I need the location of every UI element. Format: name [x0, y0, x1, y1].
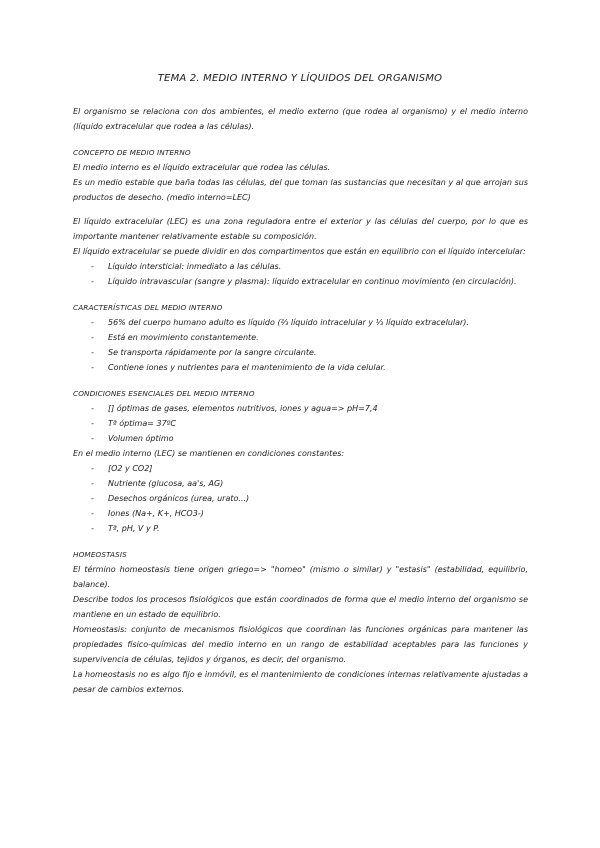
paragraph: Homeostasis: conjunto de mecanismos fisiológicos que coordinan las funciones orgánicas para mantener las propiedades físico-químicas del medio interno en un rango de estabilidad aceptables para las funciones y supervivencia de células, tejidos y órganos, es decir, del organismo. — [73, 625, 528, 664]
paragraph: En el medio interno (LEC) se mantienen en condiciones constantes: — [73, 449, 345, 458]
intro-paragraph: El organismo se relaciona con dos ambientes, el medio externo (que rodea al organismo) y el medio interno (líquido extracelular que rodea a las células). — [73, 107, 528, 131]
section-heading-condiciones: CONDICIONES ESENCIALES DEL MEDIO INTERNO — [73, 389, 255, 398]
list-item: - [] óptimas de gases, elementos nutritivos, iones y agua=> pH=7,4 — [73, 401, 528, 416]
list-item: - Contiene iones y nutrientes para el mantenimiento de la vida celular. — [73, 360, 528, 375]
paragraph: El líquido extracelular (LEC) es una zona reguladora entre el exterior y las células del cuerpo, por lo que es importante mantener relativamente estable su composición. — [73, 217, 528, 241]
bullet-list — [73, 259, 528, 289]
list-item: - Iones (Na+, K+, HCO3-) — [73, 506, 528, 521]
paragraph: El medio interno es el líquido extracelular que rodea las células. — [73, 163, 331, 172]
paragraph: El término homeostasis tiene origen griego=> "homeo" (mismo o similar) y "estasis" (estabilidad, equilibrio, balance). — [73, 565, 528, 589]
section-heading-concepto: CONCEPTO DE MEDIO INTERNO — [73, 148, 191, 157]
section-heading-homeostasis: HOMEOSTASIS — [73, 550, 127, 559]
list-item: - [O2 y CO2] — [73, 461, 528, 476]
list-item: - Líquido intravascular (sangre y plasma): líquido extracelular en continuo movimiento (en circulación). — [73, 274, 528, 289]
paragraph: Describe todos los procesos fisiológicos que están coordinados de forma que el medio interno del organismo se mantiene en un estado de equilibrio. — [73, 595, 528, 619]
list-item: - Desechos orgánicos (urea, urato...) — [73, 491, 528, 506]
list-item: - Volumen óptimo — [73, 431, 528, 446]
list-item: - Se transporta rápidamente por la sangre circulante. — [73, 345, 528, 360]
list-item: - Nutriente (glucosa, aa's, AG) — [73, 476, 528, 491]
list-item: - Está en movimiento constantemente. — [73, 330, 528, 345]
paragraph: La homeostasis no es algo fijo e inmóvil, es el mantenimiento de condiciones internas relativamente ajustadas a pesar de cambios externos. — [73, 670, 528, 694]
list-item: - Tª, pH, V y P. — [73, 521, 528, 536]
paragraph: El líquido extracelular se puede dividir en dos compartimentos que están en equilibrio con el líquido intercelular: — [73, 247, 526, 256]
section-heading-caracteristicas: CARACTERÍSTICAS DEL MEDIO INTERNO — [73, 303, 223, 312]
document-body — [73, 104, 528, 697]
bullet-list — [73, 315, 528, 375]
list-item: - Tª óptima= 37ºC — [73, 416, 528, 431]
page-title: TEMA 2. MEDIO INTERNO Y LÍQUIDOS DEL ORGANISMO — [157, 73, 443, 84]
bullet-list — [73, 461, 528, 536]
list-item: - 56% del cuerpo humano adulto es líquido (⅔ líquido intracelular y ⅓ líquido extracelular). — [73, 315, 528, 330]
bullet-list — [73, 401, 528, 446]
list-item: - Líquido intersticial: inmediato a las células. — [73, 259, 528, 274]
paragraph: Es un medio estable que baña todas las células, del que toman las sustancias que necesitan y al que arrojan sus productos de desecho. (medio interno=LEC) — [73, 178, 528, 202]
